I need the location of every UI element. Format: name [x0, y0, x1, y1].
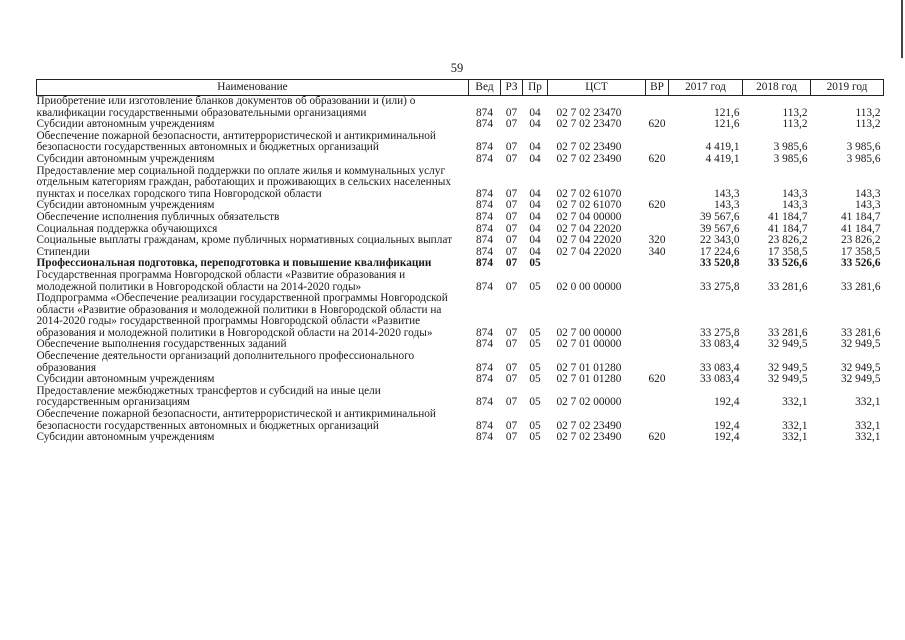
- cell-pr: 05: [529, 280, 541, 293]
- cell-ved: 874: [476, 222, 493, 235]
- cell-2019: 332,1: [855, 431, 881, 444]
- cell-rz: 07: [505, 373, 518, 386]
- cell-2018: 332,1: [782, 431, 808, 444]
- cell-cst: 02 7 02 23490: [556, 419, 622, 432]
- cell-pr: 05: [529, 419, 541, 432]
- cell-ved: 874: [476, 338, 493, 351]
- cell-2019: 113,2: [855, 118, 881, 131]
- cell-ved: 874: [476, 210, 493, 223]
- cell-2017: 33 520,8: [699, 257, 740, 270]
- cell-ved: 874: [476, 141, 493, 154]
- cell-vr: [646, 96, 669, 120]
- cell-cst: 02 7 02 23470: [556, 106, 622, 119]
- budget-table: [36, 79, 884, 444]
- cell-vr: [646, 270, 669, 293]
- cell-vr: [646, 258, 669, 270]
- table-row: [37, 131, 884, 154]
- cell-ved: 874: [476, 361, 493, 374]
- row-name: Предоставление мер социальной поддержки по оплате жилья и коммунальных услуг отдельным категориям граждан, работающих и проживающих в сельских населенных пунктах и поселках городского типа Новгородской области: [36, 164, 451, 200]
- cell-ved: 874: [476, 396, 493, 409]
- cell-2019: 41 184,7: [840, 210, 881, 223]
- cell-2018: 143,3: [782, 199, 808, 212]
- cell-ved: 874: [476, 199, 493, 212]
- cell-pr: 04: [529, 245, 541, 258]
- cell-2017: 17 224,6: [699, 245, 740, 258]
- cell-2018: 113,2: [782, 118, 808, 131]
- cell-ved: 874: [476, 373, 493, 386]
- cell-ved: 874: [476, 187, 493, 200]
- table-row: [37, 386, 884, 409]
- row-name: Субсидии автономным учреждениям: [36, 118, 215, 131]
- cell-cst: 02 0 00 00000: [556, 280, 622, 293]
- cell-2019: 3 985,6: [846, 141, 881, 154]
- cell-2018: 332,1: [782, 396, 808, 409]
- cell-vr: [646, 293, 669, 339]
- cell-vr: 620: [648, 118, 666, 131]
- cell-2017: 33 083,4: [699, 361, 740, 374]
- cell-2019: 41 184,7: [840, 222, 881, 235]
- cell-cst: 02 7 02 23470: [556, 118, 622, 131]
- cell-pr: 04: [529, 234, 541, 247]
- row-name: Подпрограмма «Обеспечение реализации государственной программы Новгородской области «Развитие образования и молодежной политики в Новгородской области на 2014-2020 годы» государственной программы Новгородской области «Развитие образования и молодежной политики в Новгородской области на 2014-2020 годы»: [36, 292, 448, 339]
- cell-vr: [646, 131, 669, 154]
- table-body: [37, 96, 884, 444]
- cell-2018: 41 184,7: [767, 222, 808, 235]
- cell-rz: 07: [505, 234, 518, 247]
- cell-cst: 02 7 02 23490: [556, 152, 622, 165]
- cell-2017: 33 083,4: [699, 373, 740, 386]
- cell-2017: 192,4: [714, 419, 740, 432]
- cell-rz: 07: [505, 280, 518, 293]
- cell-cst: 02 7 02 00000: [556, 396, 622, 409]
- cell-2019: 3 985,6: [846, 152, 881, 165]
- cell-cst: 02 7 04 00000: [556, 210, 622, 223]
- cell-ved: 874: [476, 245, 493, 258]
- table-row: [37, 96, 884, 120]
- table-row: [37, 212, 884, 224]
- cell-vr: 320: [648, 234, 666, 247]
- cell-2018: 33 281,6: [767, 326, 808, 339]
- cell-2019: 17 358,5: [840, 245, 881, 258]
- cell-ved: 874: [476, 280, 493, 293]
- cell-vr: 340: [648, 245, 666, 258]
- cell-ved: 874: [476, 152, 493, 165]
- cell-cst: 02 7 01 01280: [556, 373, 622, 386]
- cell-ved: 874: [476, 118, 493, 131]
- table-row: [37, 293, 884, 339]
- cell-vr: [646, 409, 669, 432]
- cell-rz: 07: [505, 222, 518, 235]
- table-row: [37, 154, 884, 166]
- row-name: Приобретение или изготовление бланков документов об образовании и (или) о квалификации государственными образовательными организациями: [36, 95, 416, 119]
- cell-cst: 02 7 04 22020: [556, 222, 622, 235]
- cell-vr: [646, 351, 669, 374]
- cell-pr: 04: [529, 118, 541, 131]
- cell-cst: 02 7 01 00000: [556, 338, 622, 351]
- cell-2017: 192,4: [714, 396, 740, 409]
- cell-rz: 07: [505, 118, 518, 131]
- cell-2019: 332,1: [855, 396, 881, 409]
- cell-pr: 04: [529, 199, 541, 212]
- cell-pr: 04: [529, 106, 541, 119]
- cell-rz: 07: [505, 106, 518, 119]
- col-header-rz: РЗ: [501, 80, 523, 96]
- row-name: Предоставление межбюджетных трансфертов и субсидий на иные цели государственным организациям: [36, 384, 381, 409]
- cell-2017: 33 275,8: [699, 280, 740, 293]
- table-row: [37, 351, 884, 374]
- cell-2017: 192,4: [714, 431, 740, 444]
- cell-ved: 874: [476, 257, 493, 270]
- col-header-cst: ЦСТ: [548, 80, 646, 96]
- page-number: 59: [450, 61, 464, 75]
- cell-cst: 02 7 01 01280: [556, 361, 622, 374]
- cell-rz: 07: [505, 257, 518, 270]
- scan-edge-mark: [901, 0, 903, 58]
- cell-vr: [646, 166, 669, 201]
- cell-rz: 07: [505, 199, 518, 212]
- col-header-pr: Пр: [523, 80, 548, 96]
- cell-2019: 332,1: [855, 419, 881, 432]
- cell-cst: 02 7 02 23490: [556, 141, 622, 154]
- cell-2017: 22 343,0: [699, 234, 740, 247]
- cell-ved: 874: [476, 234, 493, 247]
- cell-vr: [646, 339, 669, 351]
- cell-vr: 620: [648, 199, 666, 212]
- col-header-2019: 2019 год: [811, 80, 884, 96]
- cell-rz: 07: [505, 361, 518, 374]
- row-name: Обеспечение выполнения государственных заданий: [36, 338, 287, 351]
- row-name: Субсидии автономным учреждениям: [36, 431, 215, 444]
- cell-rz: 07: [505, 245, 518, 258]
- cell-2019: 32 949,5: [840, 373, 881, 386]
- cell-2017: 33 083,4: [699, 338, 740, 351]
- cell-cst: 02 7 02 61070: [556, 199, 622, 212]
- cell-2018: 17 358,5: [767, 245, 808, 258]
- cell-2017: 121,6: [714, 106, 740, 119]
- cell-2017: 33 275,8: [699, 326, 740, 339]
- cell-2019: 143,3: [855, 187, 881, 200]
- row-name: Государственная программа Новгородской области «Развитие образования и молодежной политики в Новгородской области на 2014-2020 годы»: [36, 268, 406, 293]
- cell-pr: 05: [529, 396, 541, 409]
- cell-ved: 874: [476, 326, 493, 339]
- cell-rz: 07: [505, 152, 518, 165]
- row-name: Обеспечение пожарной безопасности, антитеррористической и антикриминальной безопасности государственных автономных и бюджетных организаций: [36, 408, 436, 432]
- cell-2018: 32 949,5: [767, 373, 808, 386]
- cell-2019: 23 826,2: [840, 234, 881, 247]
- cell-2017: 39 567,6: [699, 222, 740, 235]
- cell-2018: 33 281,6: [767, 280, 808, 293]
- cell-ved: 874: [476, 431, 493, 444]
- table-row: [37, 235, 884, 247]
- cell-2019: 113,2: [855, 106, 881, 119]
- cell-rz: 07: [505, 326, 518, 339]
- table-row: [37, 270, 884, 293]
- cell-rz: 07: [505, 141, 518, 154]
- cell-2017: 143,3: [714, 199, 740, 212]
- cell-vr: 620: [648, 152, 666, 165]
- cell-pr: 05: [529, 361, 541, 374]
- table-header: [37, 80, 884, 96]
- cell-2018: 3 985,6: [773, 141, 808, 154]
- cell-rz: 07: [505, 187, 518, 200]
- row-name: Обеспечение исполнения публичных обязательств: [36, 210, 280, 223]
- cell-pr: 04: [529, 222, 541, 235]
- cell-vr: [646, 212, 669, 224]
- row-name: Субсидии автономным учреждениям: [36, 152, 215, 165]
- cell-pr: 05: [529, 257, 541, 270]
- cell-pr: 04: [529, 187, 541, 200]
- cell-2017: 39 567,6: [699, 210, 740, 223]
- row-name: Социальные выплаты гражданам, кроме публичных нормативных социальных выплат: [36, 234, 453, 247]
- row-name: Обеспечение пожарной безопасности, антитеррористической и антикриминальной безопасности государственных автономных и бюджетных организаций: [36, 129, 436, 154]
- cell-2018: 23 826,2: [767, 234, 808, 247]
- cell-rz: 07: [505, 419, 518, 432]
- cell-2019: 33 281,6: [840, 280, 881, 293]
- cell-ved: 874: [476, 419, 493, 432]
- col-header-name: Наименование: [37, 80, 469, 96]
- row-name: Субсидии автономным учреждениям: [36, 373, 215, 386]
- cell-vr: [646, 386, 669, 409]
- cell-rz: 07: [505, 210, 518, 223]
- col-header-2017: 2017 год: [669, 80, 743, 96]
- cell-2019: 33 281,6: [840, 326, 881, 339]
- cell-rz: 07: [505, 338, 518, 351]
- row-name: Обеспечение деятельности организаций дополнительного профессионального образования: [36, 350, 415, 374]
- cell-2017: 143,3: [714, 187, 740, 200]
- row-name: Профессиональная подготовка, переподготовка и повышение квалификации: [36, 257, 432, 270]
- cell-ved: 874: [476, 106, 493, 119]
- cell-vr: 620: [648, 373, 666, 386]
- col-header-vr: ВР: [646, 80, 669, 96]
- cell-2019: 33 526,6: [840, 257, 881, 270]
- cell-2019: 143,3: [855, 199, 881, 212]
- cell-2018: 41 184,7: [767, 210, 808, 223]
- cell-2019: 32 949,5: [840, 361, 881, 374]
- table-row: [37, 166, 884, 201]
- cell-pr: 05: [529, 373, 541, 386]
- cell-2018: 332,1: [782, 419, 808, 432]
- cell-2019: 32 949,5: [840, 338, 881, 351]
- cell-2018: 143,3: [782, 187, 808, 200]
- cell-cst: [548, 258, 646, 270]
- cell-cst: 02 7 04 22020: [556, 245, 622, 258]
- cell-2018: 32 949,5: [767, 361, 808, 374]
- cell-cst: 02 7 02 61070: [556, 187, 622, 200]
- cell-pr: 05: [529, 338, 541, 351]
- cell-pr: 05: [529, 326, 541, 339]
- cell-pr: 04: [529, 141, 541, 154]
- cell-2018: 3 985,6: [773, 152, 808, 165]
- cell-2018: 113,2: [782, 106, 808, 119]
- row-name: Субсидии автономным учреждениям: [36, 199, 215, 212]
- cell-cst: 02 7 00 00000: [556, 326, 622, 339]
- col-header-2018: 2018 год: [743, 80, 811, 96]
- cell-cst: 02 7 02 23490: [556, 431, 622, 444]
- cell-pr: 04: [529, 210, 541, 223]
- row-name: Стипендии: [36, 245, 90, 258]
- cell-2017: 4 419,1: [705, 152, 740, 165]
- cell-pr: 05: [529, 431, 541, 444]
- cell-vr: 620: [648, 431, 666, 444]
- cell-2018: 33 526,6: [767, 257, 808, 270]
- row-name: Социальная поддержка обучающихся: [36, 222, 218, 235]
- cell-rz: 07: [505, 431, 518, 444]
- cell-2018: 32 949,5: [767, 338, 808, 351]
- table-row: [37, 409, 884, 432]
- cell-2017: 4 419,1: [705, 141, 740, 154]
- col-header-ved: Вед: [469, 80, 501, 96]
- table-row: [37, 432, 884, 444]
- cell-cst: 02 7 04 22020: [556, 234, 622, 247]
- cell-pr: 04: [529, 152, 541, 165]
- cell-rz: 07: [505, 396, 518, 409]
- cell-2017: 121,6: [714, 118, 740, 131]
